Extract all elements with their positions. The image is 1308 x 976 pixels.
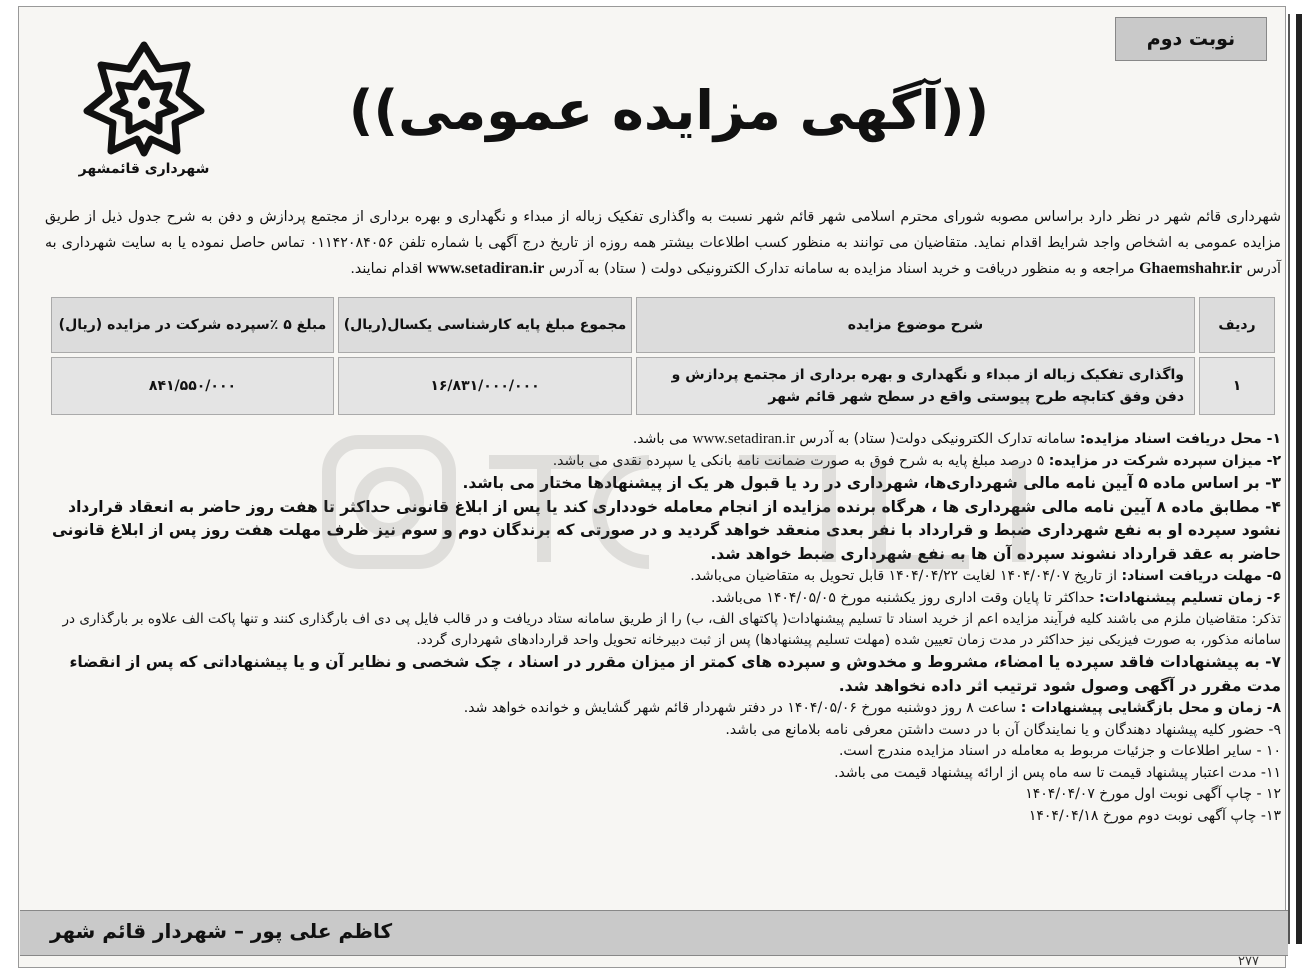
term-1-tail: می باشد. — [632, 431, 689, 447]
setad-site-link[interactable]: www.setadiran.ir — [427, 260, 545, 277]
terms-list — [45, 429, 1281, 827]
term-4: ۴- مطابق ماده ۸ آیین نامه مالی شهرداری ها ، هرگاه برنده مزایده از انجام معامله خودداری کند یا پس از ابلاغ قانونی حداکثر تا هفت روز حاضر به انعقاد قرارداد نشود سپرده او به نفع شهرداری ضبط و قرارداد با نفر بعدی منعقد خواهد گردید و در صورتی که برندگان دوم و سوم نیز ظرف مهلت هفت روز پس از ابلاغ قانونی حاضر به عقد قرارداد نشوند سپرده آن ها به نفع شهرداری ضبط خواهد شد. — [51, 497, 1281, 563]
edge-rule-thin — [1288, 14, 1290, 944]
headline: ((آگهی مزایده عمومی)) — [348, 79, 990, 142]
term-1-head: ۱- محل دریافت اسناد مزایده: — [1080, 431, 1281, 447]
term-8-body: ساعت ۸ روز دوشنبه مورخ ۱۴۰۴/۰۵/۰۶ در دفتر شهردار قائم شهر گشایش و خوانده خواهد شد. — [463, 700, 1017, 716]
term-8-head: ۸- زمان و محل بازگشایی پیشنهادات : — [1020, 700, 1281, 716]
intro-line-2: ذیل از طریق مزایده عمومی به اشخاص واجد شرایط اقدام نماید. متقاضیان می توانند به منظور کسب اطلاعات بیشتر همه روزه از تاریخ درج آگهی با شماره تلفن ۰۱۱۴۲۰۸۴۰۵۶ تماس حاصل — [45, 209, 1281, 251]
term-2-body: ۵ درصد مبلغ پایه به شرح فوق به صورت ضمانت نامه بانکی یا سپرده نقدی می باشد. — [552, 452, 1045, 469]
term-note: تذکر: متقاضیان ملزم می باشند کلیه فرآیند مزایده اعم از خرید اسناد تا تسلیم پیشنهادات( پاکتهای الف، ب) را از طریق سامانه ستاد دریافت و در قالب فایل پی دی اف بارگذاری کنند و تنها پاکت الف علاوه بر بارگذاری در سامانه مذکور، به صورت فیزیکی نیز حداکثر در مدت زمان تعیین شده (مهلت تسلیم پیشنهادها) پس از ثبت دبیرخانه تحویل واحد قراردادهای شهرداری گردد. — [62, 611, 1281, 648]
term-1-body: سامانه تدارک الکترونیکی دولت( ستاد) به آدرس — [799, 431, 1076, 447]
municipality-logo — [59, 39, 229, 199]
term-6-head: ۶- زمان تسلیم پیشنهادات: — [1099, 589, 1281, 606]
term-5-head: ۵- مهلت دریافت اسناد: — [1121, 568, 1281, 584]
table-header-row — [51, 297, 1275, 353]
term-1-site-link[interactable]: www.setadiran.ir — [692, 431, 795, 447]
page-number: ۲۷۷ — [1238, 954, 1259, 969]
edge-rule-thick — [1296, 14, 1302, 944]
term-6-body: حداکثر تا پایان وقت اداری روز یکشنبه مورخ ۱۴۰۴/۰۵/۰۵ می‌باشد. — [711, 589, 1095, 606]
ghaemshahr-site-link[interactable]: Ghaemshahr.ir — [1139, 260, 1243, 277]
header-deposit: مبلغ ۵ ٪سپرده شرکت در مزایده (ریال) — [51, 297, 334, 353]
round-label: نوبت دوم — [1115, 17, 1267, 61]
table-row — [51, 357, 1275, 415]
logo-caption: شهرداری قائمشهر — [78, 161, 210, 177]
header-row-no: ردیف — [1199, 297, 1275, 353]
cell-row-no: ۱ — [1199, 357, 1275, 415]
auction-table — [47, 293, 1279, 419]
term-8 — [45, 698, 1281, 720]
term-5 — [45, 566, 1281, 588]
footer-band — [20, 910, 1288, 956]
term-11: ۱۱- مدت اعتبار پیشنهاد قیمت تا سه ماه پس از ارائه پیشنهاد قیمت می باشد. — [834, 764, 1281, 781]
term-13: ۱۳- چاپ آگهی نوبت دوم مورخ ۱۴۰۴/۰۴/۱۸ — [1028, 807, 1281, 824]
intro-paragraph — [45, 205, 1281, 283]
term-10: ۱۰ - سایر اطلاعات و جزئیات مربوط به معامله در اسناد مزایده مندرج است. — [838, 743, 1281, 759]
cell-subject: واگذاری تفکیک زباله از مبداء و نگهداری و بهره برداری از مجتمع پردازش و دفن وفق کتابچه طرح پیوستی واقع در سطح شهر قائم شهر — [636, 357, 1195, 415]
header-base-price: مجموع مبلغ پایه کارشناسی یکسال(ریال) — [338, 297, 632, 353]
mayor-signature: کاظم علی پور – شهردار قائم شهر — [50, 919, 393, 943]
intro-line-3c: اقدام نمایند. — [350, 261, 423, 277]
intro-line-3b: مراجعه و به منظور دریافت و خرید اسناد مزایده به سامانه تدارک الکترونیکی دولت ( ستاد) به آدرس — [548, 261, 1135, 277]
municipality-emblem-icon — [79, 39, 209, 157]
term-3: ۳- بر اساس ماده ۵ آیین نامه مالی شهرداری‌ها، شهرداری در رد یا قبول هر یک از پیشنهادها مختار می باشد. — [462, 474, 1281, 492]
cell-base-price: ۱۶/۸۳۱/۰۰۰/۰۰۰ — [338, 357, 632, 415]
intro-line-1: شهرداری قائم شهر در نظر دارد براساس مصوبه شورای محترم اسلامی شهر قائم شهر نسبت به واگذاری تفکیک زباله از مبداء و نگهداری و بهره برداری از مجتمع پردازش و دفن به شرح جدول — [127, 209, 1281, 225]
intro-line-3a: نموده یا به سایت شهرداری به آدرس — [45, 234, 1281, 277]
term-2 — [45, 451, 1281, 473]
term-9: ۹- حضور کلیه پیشنهاد دهندگان و یا نمایندگان آن با در دست داشتن معرفی نامه بلامانع می باشد. — [725, 721, 1281, 738]
header-subject: شرح موضوع مزایده — [636, 297, 1195, 353]
advertisement-sheet — [18, 6, 1286, 968]
term-7: ۷- به پیشنهادات فاقد سپرده یا امضاء، مشروط و مخدوش و سپرده های کمتر از میزان مقرر در اسناد ، چک شخصی و نظایر آن و یا پیشنهاداتی که پس از انقضاء مدت مقرر در آگهی وصول شود ترتیب اثر داده نخواهد شد. — [69, 653, 1281, 695]
term-5-body: از تاریخ ۱۴۰۴/۰۴/۰۷ لغایت ۱۴۰۴/۰۴/۲۲ قابل تحویل به متقاضیان می‌باشد. — [690, 568, 1118, 584]
term-6 — [45, 588, 1281, 610]
term-12: ۱۲ - چاپ آگهی نوبت اول مورخ ۱۴۰۴/۰۴/۰۷ — [1025, 786, 1281, 802]
term-1 — [45, 429, 1281, 451]
cell-deposit: ۸۴۱/۵۵۰/۰۰۰ — [51, 357, 334, 415]
term-2-head: ۲- میزان سپرده شرکت در مزایده: — [1048, 452, 1281, 469]
